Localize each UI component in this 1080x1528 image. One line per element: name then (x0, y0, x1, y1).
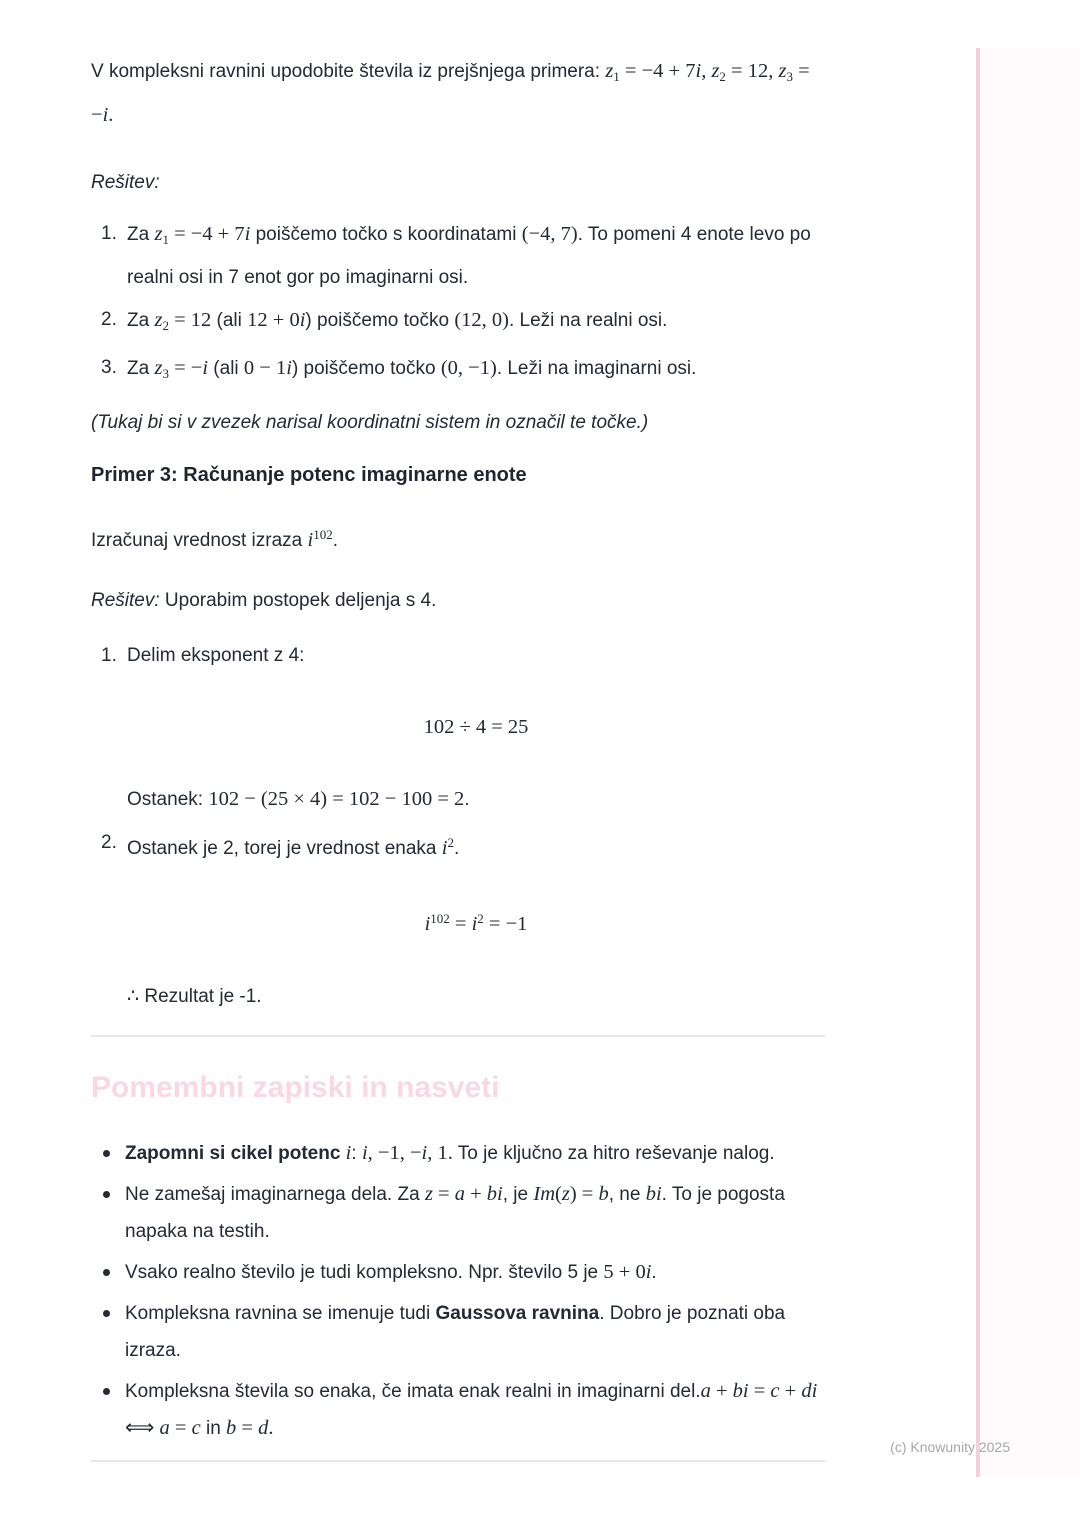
notes-bullet-list (91, 1135, 825, 1447)
bullet-item-3 (91, 1254, 825, 1291)
solution-list (91, 215, 825, 393)
bullet-item-4 (91, 1295, 825, 1369)
page-edge-tint (980, 48, 1080, 1477)
bullet-text: Vsako realno število je tudi kompleksno. Npr. število 5 je 5 + 0i. (125, 1261, 657, 1283)
bullet-text: Kompleksna ravnina se imenuje tudi Gaussova ravnina. Dobro je poznati oba izraza. (125, 1303, 786, 1361)
section-divider (91, 1035, 825, 1037)
bullet-item-1 (91, 1135, 825, 1172)
step-body (127, 824, 825, 1016)
list-number: 1. (101, 645, 117, 666)
step-conclusion: ∴ Rezultat je -1. (127, 986, 262, 1007)
equation-result: $i^{102} = i^2 = -1$ (424, 911, 528, 935)
list-item-text: Za $z_1 = -4 + 7i$ poiščemo točko s koordinatami (−4, 7). To pomeni 4 enote levo po realni osi in 7 enot gor po imaginarni osi. (127, 223, 811, 288)
bullet-dot (103, 1191, 110, 1198)
notebook-note: (Tukaj bi si v zvezek narisal koordinatni sistem in označil te točke.) (91, 412, 649, 433)
solution-list-item-3 (91, 349, 825, 393)
solution-label (91, 164, 825, 202)
step-label: Ostanek je 2, torej je vrednost enaka $i^2$. (127, 835, 460, 859)
bullet-dot (103, 1388, 110, 1395)
list-number: 2. (101, 832, 117, 853)
section-heading-primer3: Primer 3: Računanje potenc imaginarne enote (91, 464, 527, 486)
list-item-text: Za $z_3 = -i$ (ali 0 − 1i) poiščemo točko (0, −1). Leži na imaginarni osi. (127, 357, 697, 381)
bullet-item-2 (91, 1176, 825, 1250)
solution-intro-paragraph: Rešitev: Uporabim postopek deljenja s 4. (91, 590, 437, 611)
bullet-text: Zapomni si cikel potenc i: i, −1, −i, 1. To je ključno za hitro reševanje nalog. (125, 1142, 775, 1164)
equation-division: 102 ÷ 4 = 25 (423, 716, 529, 738)
intro-paragraph: V kompleksni ravnini upodobite števila iz prejšnjega primera: $z_1 = -4 + 7i$, $z_2 = 12$, $z_3 = -i$. (91, 60, 810, 126)
step-note: Ostanek: 102 − (25 × 4) = 102 − 100 = 2. (127, 788, 470, 810)
solution-label-text: Rešitev: (91, 172, 160, 193)
bullet-dot (103, 1269, 110, 1276)
document-content (91, 0, 825, 1462)
page-edge-accent-line (976, 48, 980, 1477)
task-paragraph: Izračunaj vrednost izraza $i^{102}$. (91, 527, 338, 551)
bullet-dot (103, 1150, 110, 1157)
step-item-1 (91, 637, 825, 819)
list-number: 3. (101, 357, 117, 378)
list-number: 1. (101, 223, 117, 244)
notes-heading: Pomembni zapiski in nasveti (91, 1071, 500, 1104)
steps-list (91, 637, 825, 1016)
copyright-footer: (c) Knowunity 2025 (890, 1439, 1010, 1455)
list-number: 2. (101, 309, 117, 330)
bullet-dot (103, 1310, 110, 1317)
step-body (127, 637, 825, 819)
solution-list-item-2 (91, 301, 825, 345)
bullet-text: Ne zamešaj imaginarnega dela. Za z = a + bi, je Im(z) = b, ne bi. To je pogosta napaka na testih. (125, 1183, 785, 1242)
solution-list-item-1 (91, 215, 825, 297)
footer-divider (91, 1460, 825, 1462)
list-item-text: Za $z_2 = 12$ (ali 12 + 0i) poiščemo točko (12, 0). Leži na realni osi. (127, 309, 668, 333)
step-item-2 (91, 824, 825, 1016)
bullet-text: Kompleksna števila so enaka, če imata enak realni in imaginarni del.a + bi = c + di ⟺ a = c in b = d. (125, 1380, 818, 1439)
step-label: Delim eksponent z 4: (127, 645, 305, 666)
bullet-item-5 (91, 1373, 825, 1447)
